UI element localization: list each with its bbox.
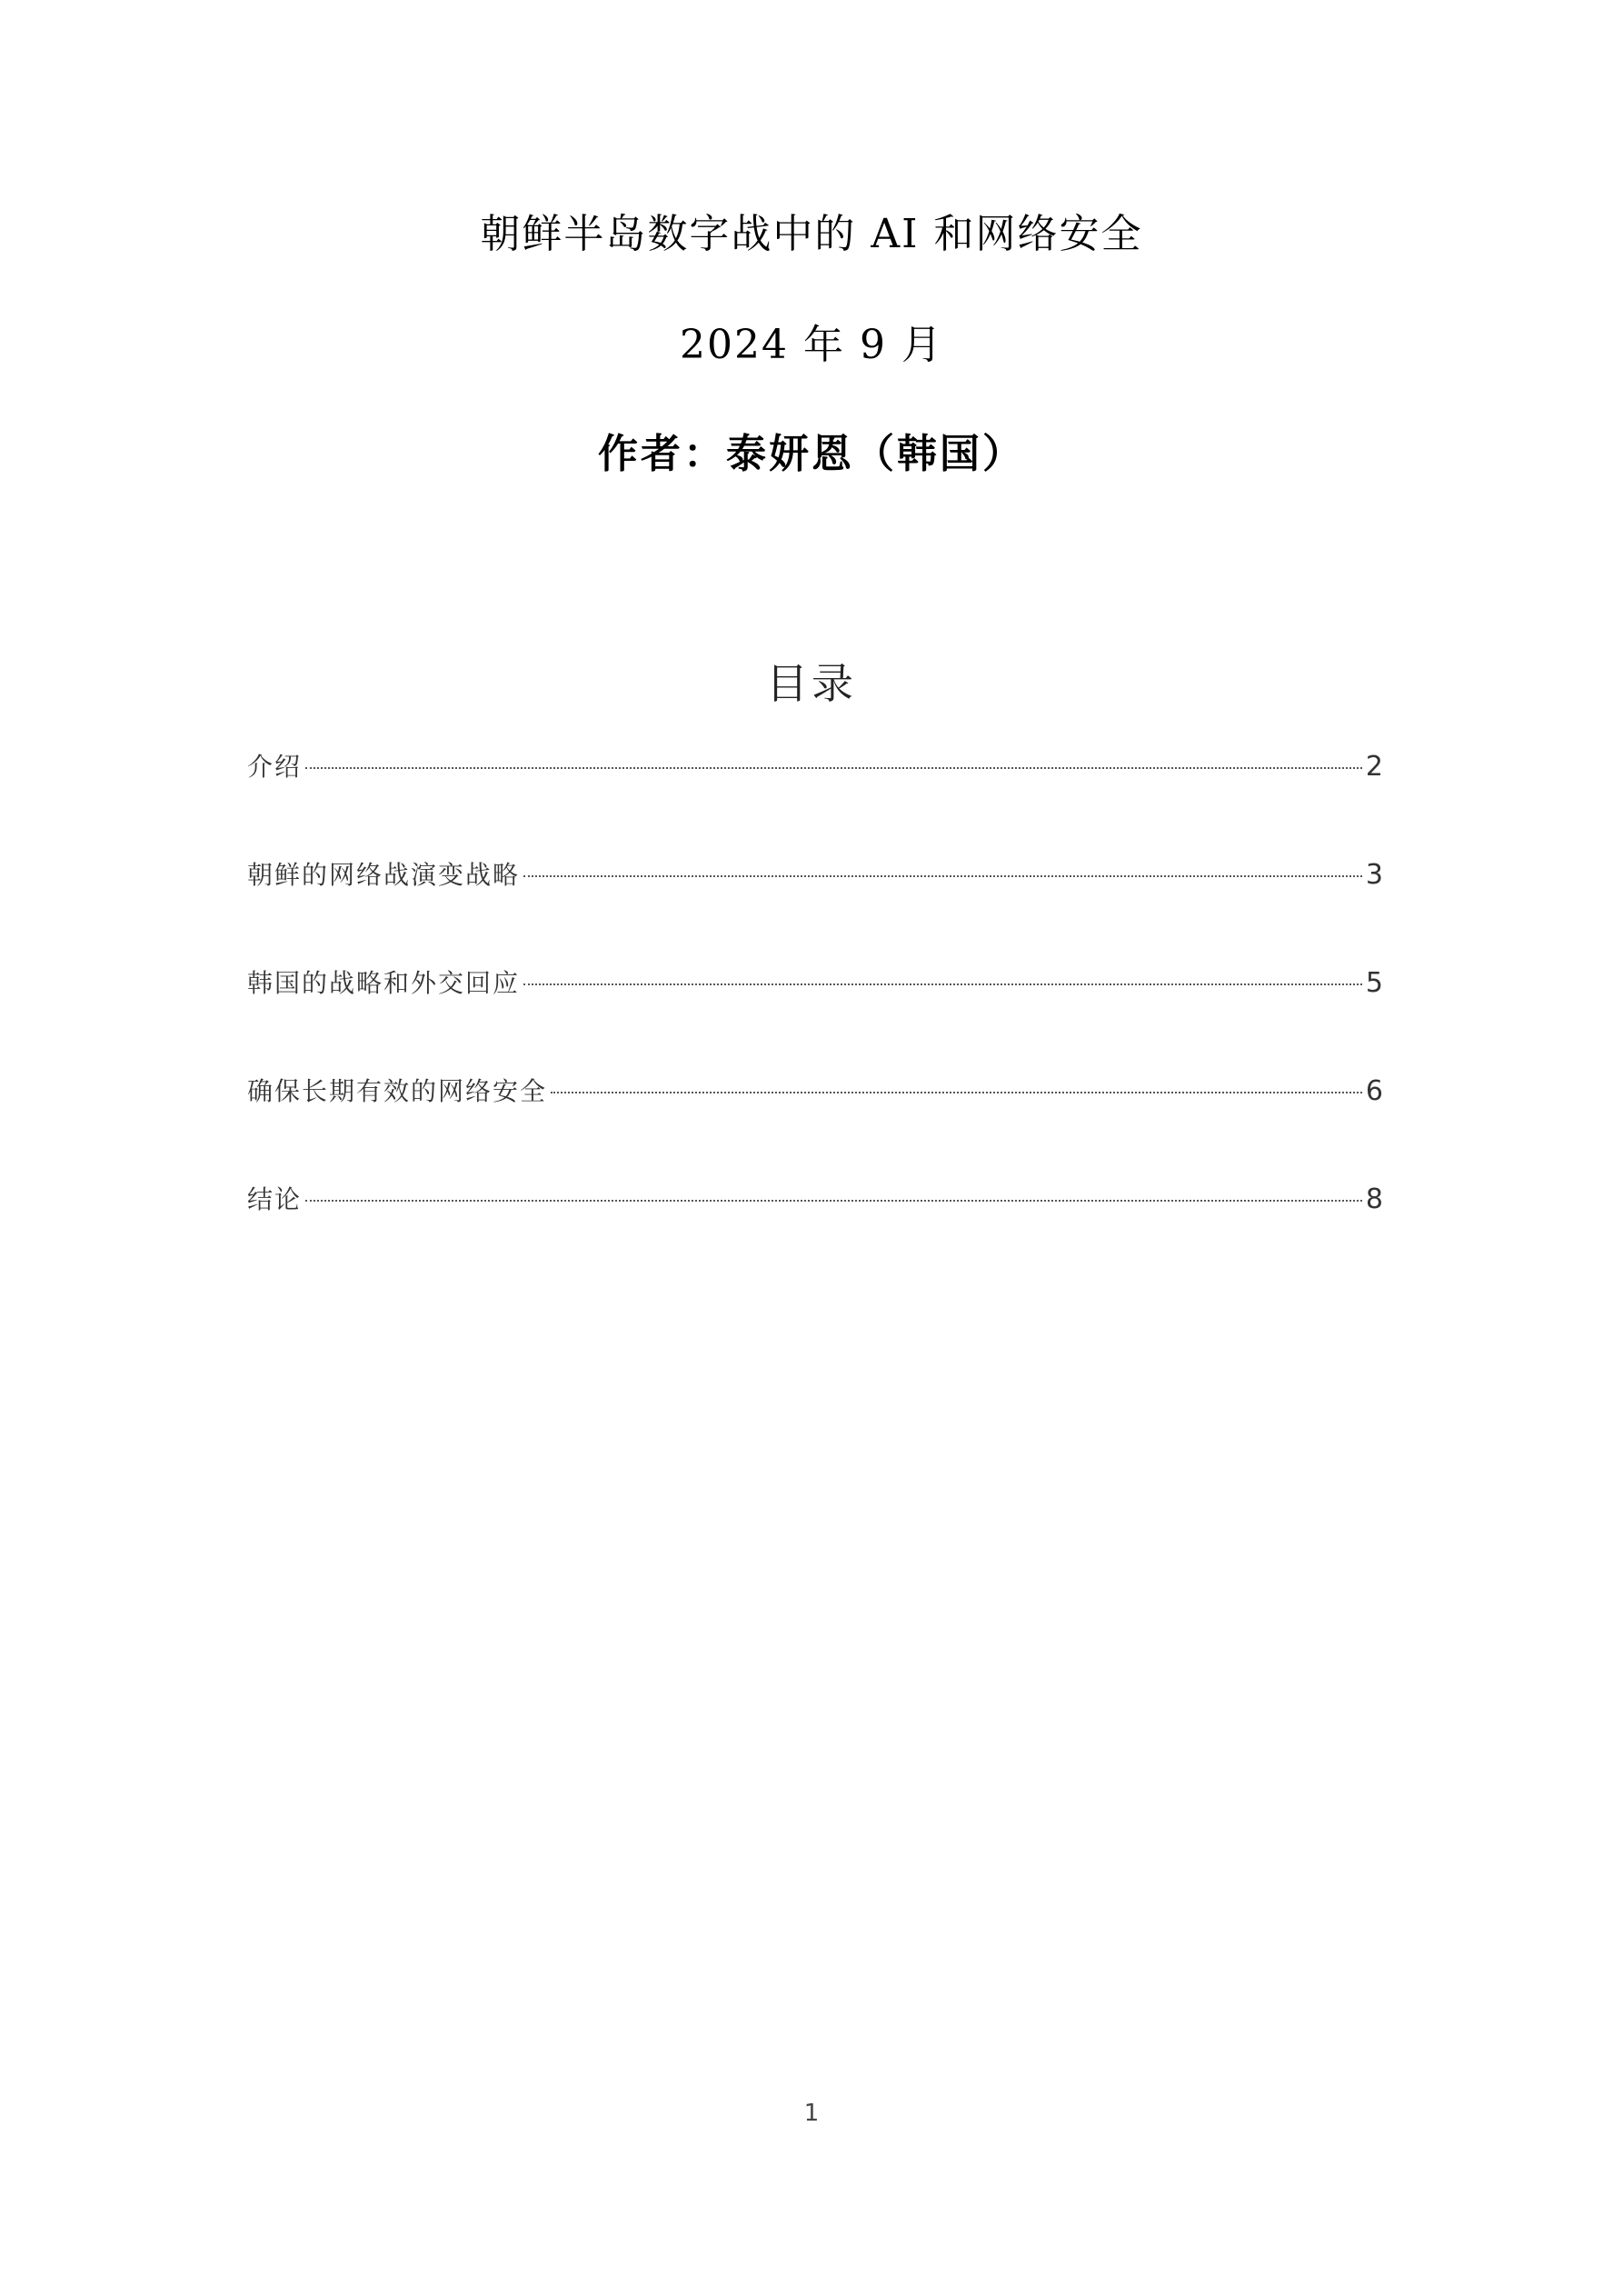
toc-leader-dots [305, 767, 1362, 769]
toc-entry-long-term-security[interactable] [247, 1073, 1383, 1110]
toc-entry-label: 韩国的战略和外交回应 [247, 968, 521, 998]
toc-leader-dots [305, 1200, 1362, 1202]
toc-entry-label: 介绍 [247, 752, 303, 782]
document-author: 作者：泰妍恩（韩国） [598, 431, 1025, 477]
toc-entry-page: 2 [1365, 751, 1383, 783]
page-number: 1 [803, 2100, 820, 2127]
toc-entry-label: 确保长期有效的网络安全 [247, 1076, 548, 1106]
document-title: 朝鲜半岛数字战中的 AI 和网络安全 [480, 211, 1143, 257]
toc-entry-introduction[interactable] [247, 749, 1383, 785]
document-date: 2024 年 9 月 [680, 322, 943, 368]
toc-entry-page: 8 [1365, 1183, 1383, 1215]
toc-leader-dots [523, 875, 1362, 877]
toc-entry-label: 朝鲜的网络战演变战略 [247, 860, 521, 890]
table-of-contents [247, 749, 1383, 1290]
toc-entry-sk-response[interactable] [247, 965, 1383, 1002]
toc-entry-page: 3 [1365, 859, 1383, 891]
toc-entry-nk-strategy[interactable] [247, 857, 1383, 893]
toc-entry-conclusion[interactable] [247, 1182, 1383, 1218]
toc-leader-dots [523, 983, 1362, 985]
toc-heading: 目录 [766, 659, 857, 708]
toc-leader-dots [551, 1092, 1362, 1093]
toc-entry-page: 5 [1365, 967, 1383, 999]
toc-entry-label: 结论 [247, 1184, 303, 1214]
toc-entry-page: 6 [1365, 1075, 1383, 1107]
